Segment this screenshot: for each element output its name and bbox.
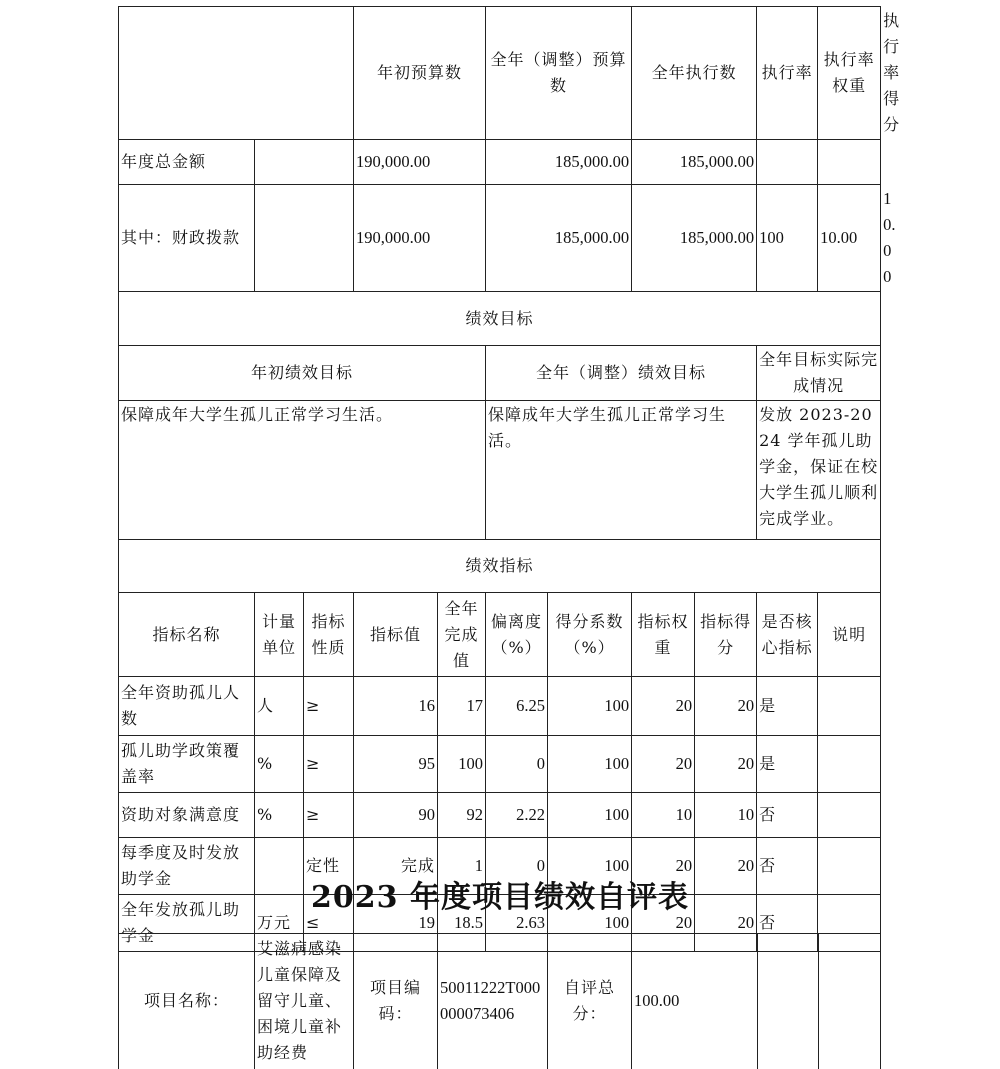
budget-header-executed: 全年执行数 [632,7,757,140]
ind-header-nature: 指标性质 [304,593,354,677]
ind-target: 95 [354,736,438,793]
page-title: 2023 年度项目绩效自评表 [311,880,689,915]
ind-header-name: 指标名称 [119,593,255,677]
ind-deviation: 2.22 [486,793,548,838]
ind-core: 否 [757,793,818,838]
performance-table [118,6,901,952]
budget-adjusted-value: 185,000.00 [486,185,632,292]
project-code-value: 50011222T000000073406 [438,934,548,1069]
ind-header-actual: 全年完成值 [438,593,486,677]
budget-row-fiscal: 其中：财政拨款 190,000.00 185,000.00 185,000.00 100 10.00 10.00 [119,185,881,292]
goals-section-row [119,292,881,346]
ind-coef: 100 [548,793,632,838]
goals-initial-text: 保障成年大学生孤儿正常学习生活。 [119,401,486,540]
budget-adjusted-value: 185,000.00 [486,140,632,185]
project-code-label: 项目编码： [354,934,438,1069]
ind-score: 20 [695,838,757,895]
budget-executed-value: 185,000.00 [632,140,757,185]
ind-header-deviation: 偏离度（%） [486,593,548,677]
ind-note [818,677,881,736]
budget-initial-value: 190,000.00 [354,185,486,292]
ind-core: 否 [757,838,818,895]
ind-header-target: 指标值 [354,593,438,677]
ind-header-coef: 得分系数（%） [548,593,632,677]
goals-adjusted-text: 保障成年大学生孤儿正常学习生活。 [486,401,757,540]
ind-unit: 人 [255,677,304,736]
goals-header-row [119,346,881,401]
ind-header-unit: 计量单位 [255,593,304,677]
ind-actual: 17 [438,677,486,736]
ind-actual: 100 [438,736,486,793]
budget-row-total [119,140,881,185]
ind-coef: 100 [548,838,632,895]
project-score-label: 自评总分： [548,934,632,1069]
ind-weight: 20 [632,895,695,952]
ind-coef: 100 [548,895,632,952]
ind-actual: 18.5 [438,895,486,952]
budget-weight-value: 10.00 [818,185,881,292]
project-blank-cell [758,934,819,1069]
budget-rate-value [757,140,818,185]
ind-name: 每季度及时发放助学金 [119,838,255,895]
ind-header-weight: 指标权重 [632,593,695,677]
ind-actual: 1 [438,838,486,895]
budget-header-rate: 执行率 [757,7,818,140]
goals-header-actual: 全年目标实际完成情况 [757,346,881,401]
ind-coef: 100 [548,736,632,793]
budget-row-blank [255,140,354,185]
ind-unit: 万元 [255,895,304,952]
ind-target: 完成 [354,838,438,895]
ind-header-score: 指标得分 [695,593,757,677]
goals-header-initial: 年初绩效目标 [119,346,486,401]
ind-nature: ≥ [304,793,354,838]
budget-row-blank [255,185,354,292]
budget-weight-value [818,140,881,185]
indicator-row [119,793,881,838]
ind-weight: 20 [632,677,695,736]
ind-header-core: 是否核心指标 [757,593,818,677]
project-info-row [119,934,881,1069]
ind-score: 20 [695,895,757,952]
ind-core: 是 [757,677,818,736]
ind-score: 20 [695,677,757,736]
project-name-value: 艾滋病感染儿童保障及留守儿童、困境儿童补助经费 [255,934,354,1069]
indicators-section-row [119,540,881,593]
budget-executed-value: 185,000.00 [632,185,757,292]
ind-core: 否 [757,895,818,952]
ind-header-note: 说明 [818,593,881,677]
indicator-row [119,677,881,736]
ind-name: 资助对象满意度 [119,793,255,838]
ind-note [818,793,881,838]
project-score-value: 100.00 [632,934,758,1069]
indicators-section-title: 绩效指标 [119,540,881,593]
indicator-row [119,736,881,793]
ind-deviation: 0 [486,838,548,895]
ind-target: 19 [354,895,438,952]
ind-target: 16 [354,677,438,736]
ind-name: 全年发放孤儿助学金 [119,895,255,952]
goals-section-title: 绩效目标 [119,292,881,346]
budget-row-label: 其中：财政拨款 [119,185,255,292]
ind-nature: ≥ [304,736,354,793]
project-name-label: 项目名称： [119,934,255,1069]
ind-deviation: 6.25 [486,677,548,736]
ind-coef: 100 [548,677,632,736]
project-info-table [118,933,881,1069]
ind-unit: % [255,736,304,793]
budget-header-adjusted: 全年（调整）预算数 [486,7,632,140]
ind-note [818,736,881,793]
budget-corner-cell [119,7,354,140]
ind-target: 90 [354,793,438,838]
ind-name: 全年资助孤儿人数 [119,677,255,736]
ind-deviation: 0 [486,736,548,793]
ind-nature: ≤ [304,895,354,952]
budget-rate-value: 100 [757,185,818,292]
ind-nature: ≥ [304,677,354,736]
budget-header-weight: 执行率权重 [818,7,881,140]
ind-actual: 92 [438,793,486,838]
goals-content-row [119,401,881,540]
ind-core: 是 [757,736,818,793]
goals-actual-text: 发放 2023-2024 学年孤儿助学金，保证在校大学生孤儿顺利完成学业。 [757,401,881,540]
project-blank-cell [819,934,881,1069]
ind-weight: 10 [632,793,695,838]
ind-deviation: 2.63 [486,895,548,952]
budget-row-label: 年度总金额 [119,140,255,185]
ind-unit: % [255,793,304,838]
budget-header-row: 年初预算数 全年（调整）预算数 全年执行数 执行率 执行率权重 执行率得分 [119,7,881,140]
ind-name: 孤儿助学政策覆盖率 [119,736,255,793]
budget-header-initial: 年初预算数 [354,7,486,140]
ind-weight: 20 [632,736,695,793]
ind-nature: 定性 [304,838,354,895]
budget-initial-value: 190,000.00 [354,140,486,185]
ind-weight: 20 [632,838,695,895]
ind-score: 20 [695,736,757,793]
indicators-header-row [119,593,881,677]
ind-score: 10 [695,793,757,838]
goals-header-adjusted: 全年（调整）绩效目标 [486,346,757,401]
